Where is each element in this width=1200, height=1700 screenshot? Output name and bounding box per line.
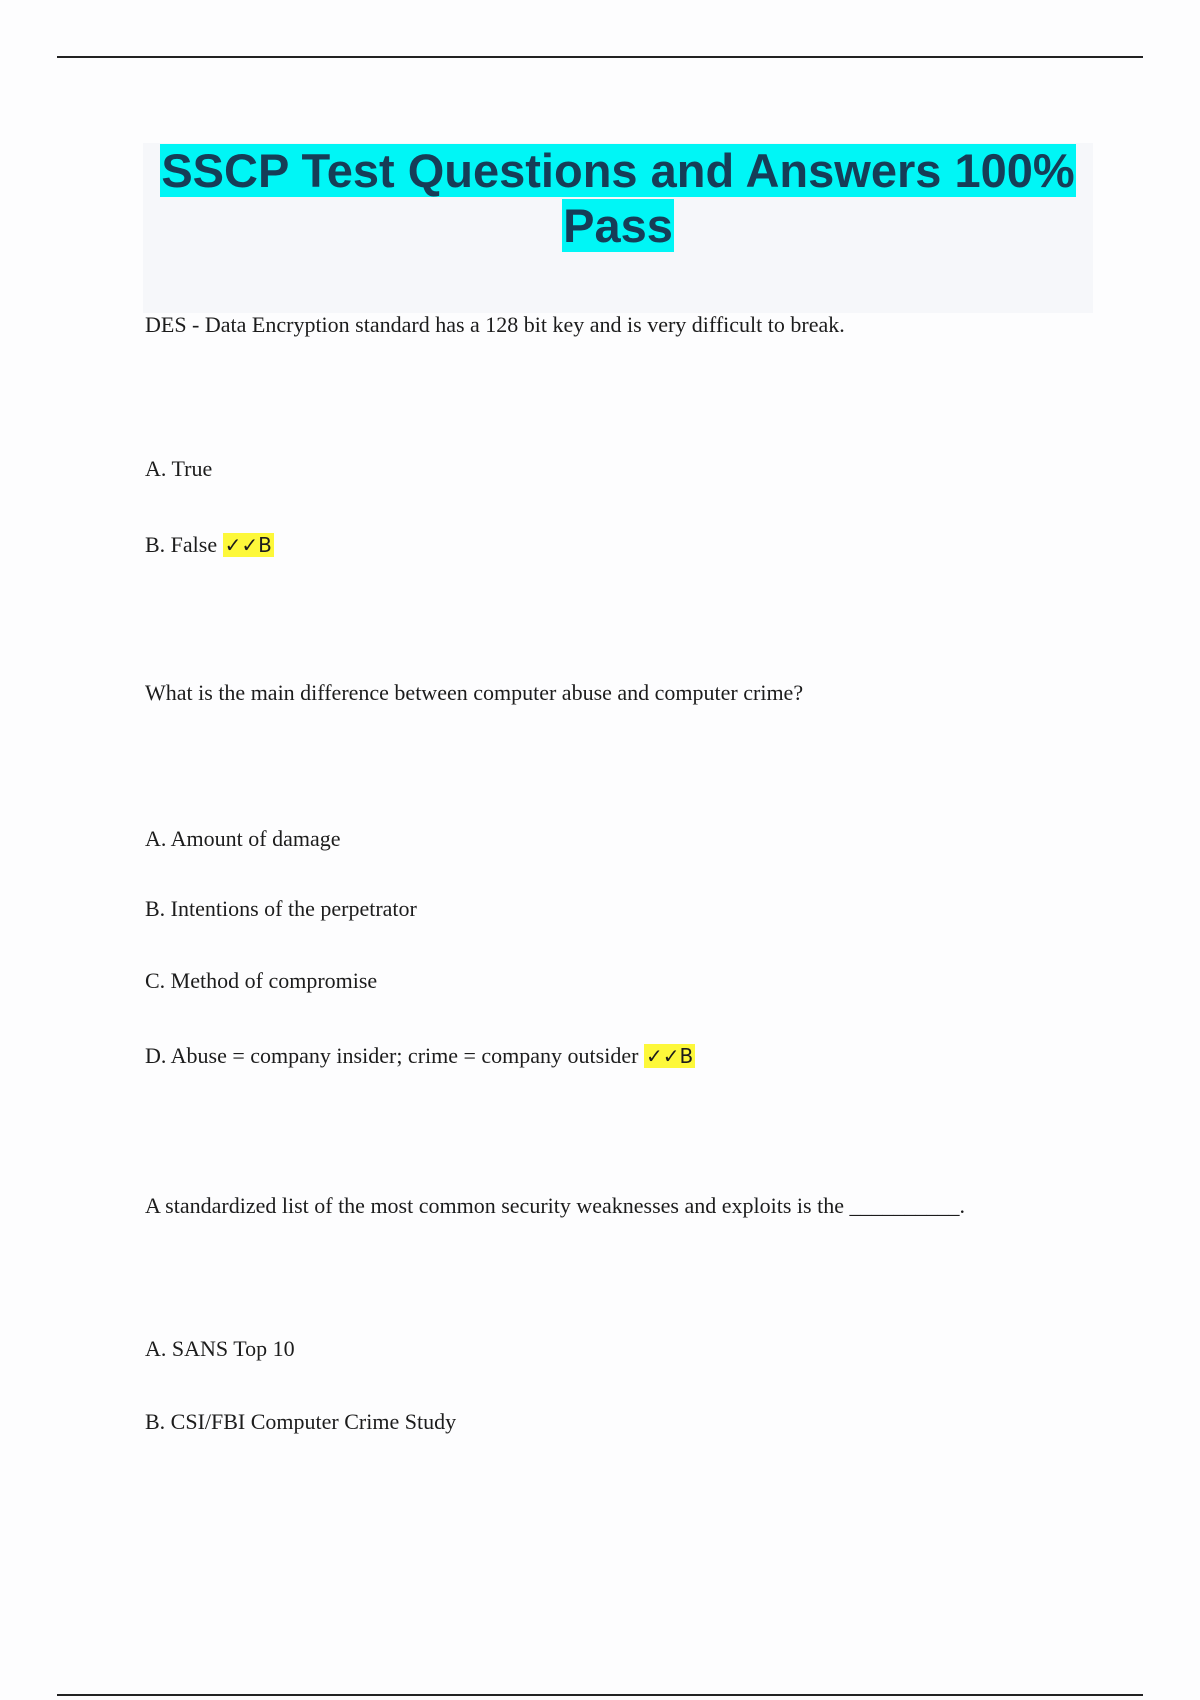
question-3-prompt: A standardized list of the most common security weaknesses and exploits is the __________. <box>145 1193 965 1218</box>
title-line-1: SSCP Test Questions and Answers 100% <box>161 144 1075 197</box>
question-3-option-b: B. CSI/FBI Computer Crime Study <box>145 1409 457 1434</box>
question-3-option-a: A. SANS Top 10 <box>145 1336 295 1361</box>
answer-mark <box>644 1044 695 1068</box>
title-line-2: Pass <box>563 199 673 252</box>
answer-mark-text: ✓✓B <box>645 1044 694 1068</box>
question-1-option-a: A. True <box>145 456 213 481</box>
question-2-option-d <box>145 1043 695 1069</box>
question-2-option-b: B. Intentions of the perpetrator <box>145 896 417 921</box>
option-label: D. Abuse = company insider; crime = company outsider <box>145 1043 639 1068</box>
answer-mark <box>223 533 274 557</box>
question-2-option-c: C. Method of compromise <box>145 968 378 993</box>
footer-rule <box>57 1694 1143 1696</box>
page-title <box>143 143 1093 253</box>
question-2-option-a: A. Amount of damage <box>145 826 341 851</box>
header-rule <box>57 56 1143 58</box>
question-1-option-b <box>145 532 274 558</box>
question-1-prompt: DES - Data Encryption standard has a 128 bit key and is very difficult to break. <box>145 312 845 337</box>
question-2-prompt: What is the main difference between computer abuse and computer crime? <box>145 680 804 705</box>
answer-mark-text: ✓✓B <box>224 533 272 557</box>
option-label: B. False <box>145 532 218 557</box>
